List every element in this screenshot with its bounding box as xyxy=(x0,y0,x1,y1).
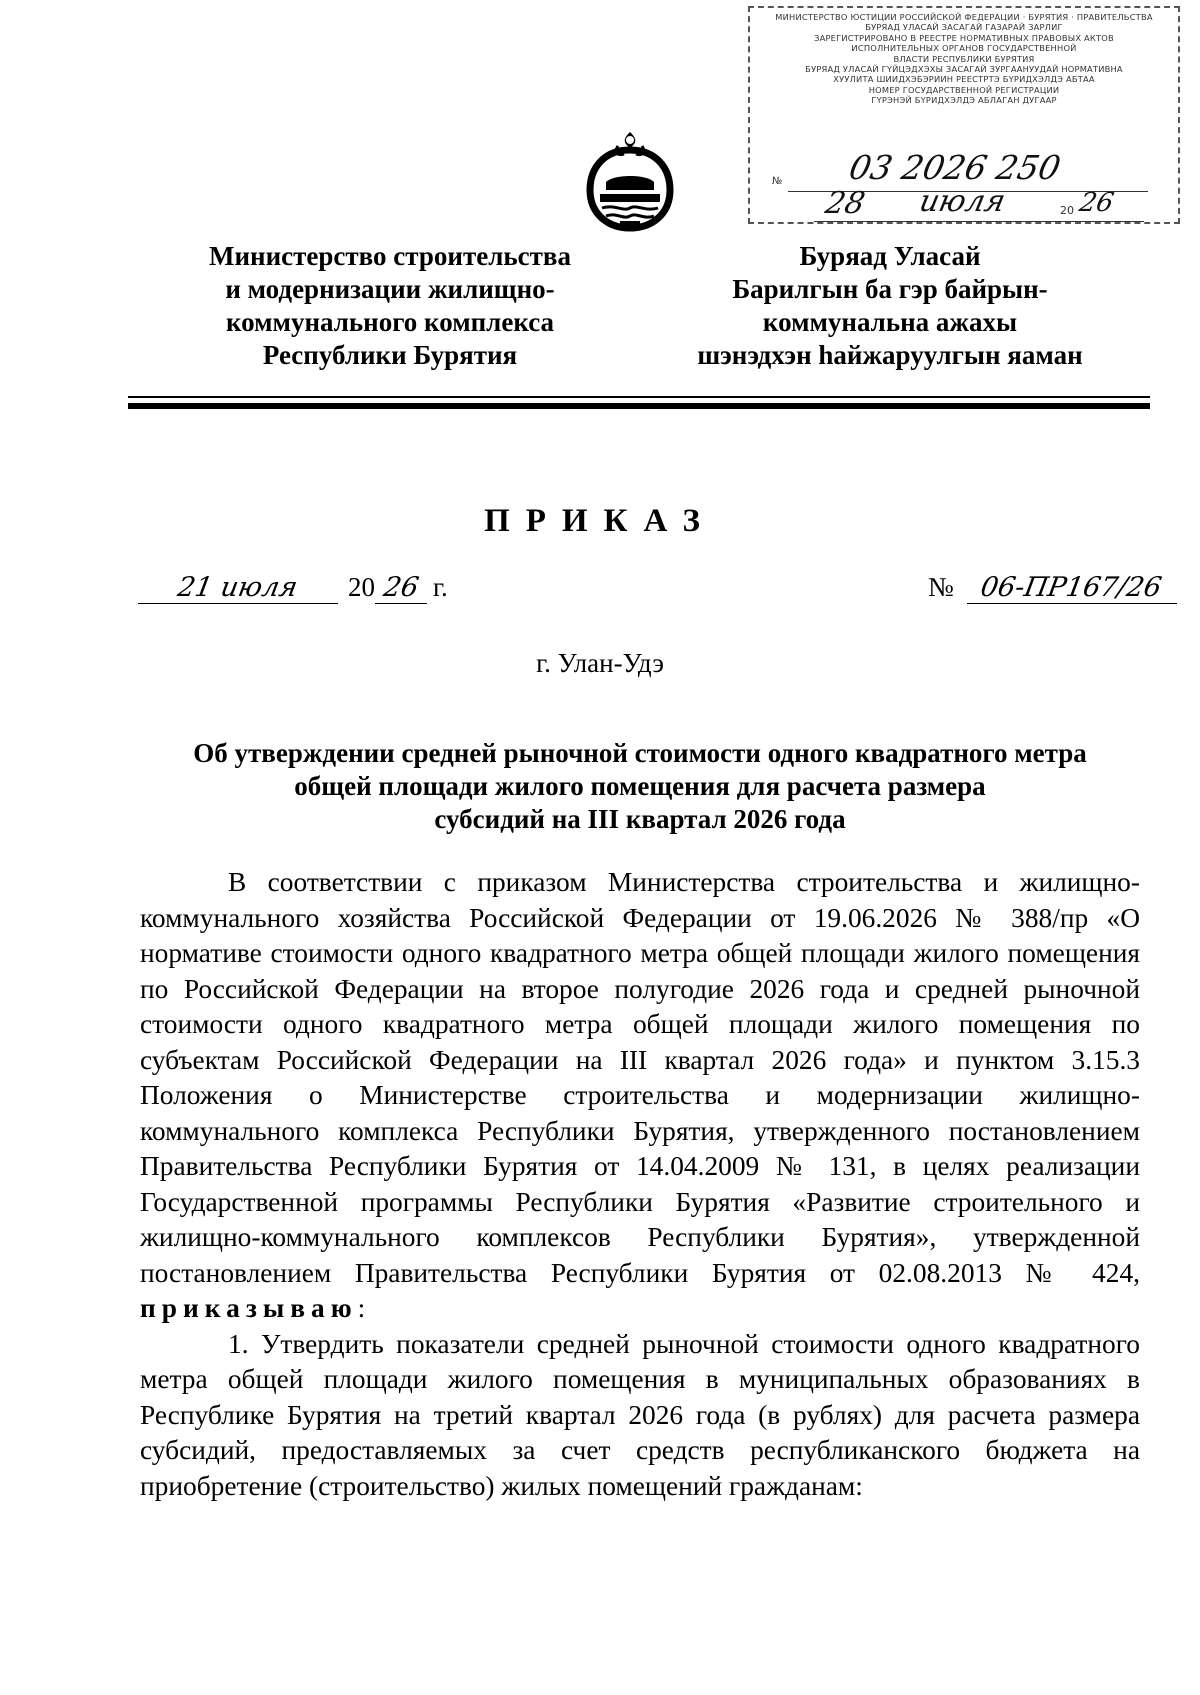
preamble-text: В соответствии с приказом Министерства строительства и жилищно-коммунального хозяйства Российской Федерации от 19.06.2026 № 388/пр «О нормативе стоимости одного квадратного метра общей площади жилого помещения по Российской Федерации на второе полугодие 2026 года и средней рыночной стоимости одного квадратного метра общей площади жилого помещения по субъектам Российской Федерации на III квартал 2026 года» и пунктом 3.15.3 Положения о Министерстве строительства и модернизации жилищно-коммунального комплекса Республики Бурятия, утвержденного постановлением Правительства Республики Бурятия от 14.04.2009 № 131, в целях реализации Государственной программы Республики Бурятия «Развитие строительного и жилищно-коммунального комплексов Республики Бурятия», утвержденной постановлением Правительства Республики Бурятия от 02.08.2013 № 424, xyxy=(140,867,1140,1288)
order-year: 26 xyxy=(381,572,421,603)
order-subject xyxy=(140,737,1140,836)
header-line: коммунального комплекса xyxy=(225,307,555,337)
subject-line: субсидий на III квартал 2026 года xyxy=(434,804,846,834)
stamp-line: ГҮРЭНЭЙ БҮРИДХЭЛДЭ АБЛАГАН ДУГААР xyxy=(871,95,1057,106)
stamp-year-prefix: 20 xyxy=(1060,204,1074,217)
header-line: Республики Бурятия xyxy=(262,340,518,370)
stamp-reg-year: 26 xyxy=(1076,188,1117,218)
header-divider-thin xyxy=(128,396,1150,398)
header-line: Министерство строительства xyxy=(209,241,571,271)
header-line: коммунальна ажахы xyxy=(762,307,1018,337)
order-year-prefix: 20 xyxy=(348,572,375,602)
body-paragraph-preamble xyxy=(140,865,1140,1327)
header-ministry-russian xyxy=(170,240,610,372)
stamp-line: БУРЯАД УЛАСАЙ ГҮЙЦЭДХЭХЫ ЗАСАГАЙ ЗУРГААНУУДАЙ НОРМАТИВНА xyxy=(805,64,1123,75)
header-line: и модернизации жилищно- xyxy=(225,274,555,304)
subject-line: общей площади жилого помещения для расчета размера xyxy=(294,771,986,801)
order-number-value: 06-ПР167/26 xyxy=(978,572,1165,603)
stamp-line: НОМЕР ГОСУДАРСТВЕННОЙ РЕГИСТРАЦИИ xyxy=(868,84,1060,95)
stamp-number-label: № xyxy=(772,176,783,187)
stamp-line: ЗАРЕГИСТРИРОВАНО В РЕЕСТРЕ НОРМАТИВНЫХ ПРАВОВЫХ АКТОВ xyxy=(814,32,1114,43)
registration-stamp xyxy=(748,6,1180,224)
body-paragraph-item-1: 1. Утвердить показатели средней рыночной стоимости одного квадратного метра общей площади жилого помещения в муниципальных образованиях в Республике Бурятия на третий квартал 2026 года (в рублях) для расчета размера субсидий, предоставляемых за счет средств республиканского бюджета на приобретение (строительство) жилых помещений гражданам: xyxy=(140,1328,1140,1501)
header-line: Барилгын ба гэр байрын- xyxy=(732,274,1048,304)
order-date xyxy=(138,572,448,604)
order-number xyxy=(928,572,1177,604)
order-day-month: 21 июля xyxy=(175,572,301,603)
city: г. Улан-Удэ xyxy=(536,648,664,678)
header-divider-thick xyxy=(128,403,1150,409)
stamp-line: МИНИСТЕРСТВО ЮСТИЦИИ РОССИЙСКОЙ ФЕДЕРАЦИИ · БУРЯТИЯ · ПРАВИТЕЛЬСТВА xyxy=(775,12,1153,22)
order-year-suffix: г. xyxy=(433,572,448,602)
order-year-field xyxy=(375,572,427,604)
order-number-label: № xyxy=(928,572,954,602)
order-number-field xyxy=(967,572,1177,604)
stamp-line: ИСПОЛНИТЕЛЬНЫХ ОРГАНОВ ГОСУДАРСТВЕННОЙ xyxy=(851,43,1077,54)
header-line: шэнэдхэн hайжаруулгын яаман xyxy=(697,340,1083,370)
decree-word: приказываю xyxy=(140,1293,358,1323)
stamp-reg-number: 03 2026 250 xyxy=(845,148,1065,187)
preamble-end: : xyxy=(357,1293,366,1323)
header-ministry-buryat xyxy=(660,240,1120,372)
stamp-reg-month: июля xyxy=(916,184,1009,219)
order-date-field xyxy=(138,572,338,604)
stamp-line: ВЛАСТИ РЕСПУБЛИКИ БУРЯТИЯ xyxy=(893,53,1035,64)
buryatia-emblem-icon xyxy=(584,130,676,232)
stamp-reg-day: 28 xyxy=(822,186,868,221)
subject-line: Об утверждении средней рыночной стоимости одного квадратного метра xyxy=(193,738,1087,768)
stamp-line: БУРЯАД УЛАСАЙ ЗАСАГАЙ ГАЗАРАЙ ЗАРЛИГ xyxy=(865,22,1063,33)
header-line: Буряад Уласай xyxy=(799,241,981,271)
order-body xyxy=(140,865,1140,1504)
stamp-line: ХУУЛИТА ШИИДХЭБЭРИИН РЕЕСТРТЭ БҮРИДХЭЛДЭ АБТАА xyxy=(833,74,1095,85)
document-title: ПРИКАЗ xyxy=(484,503,716,539)
stamp-date-underline xyxy=(814,221,1144,222)
